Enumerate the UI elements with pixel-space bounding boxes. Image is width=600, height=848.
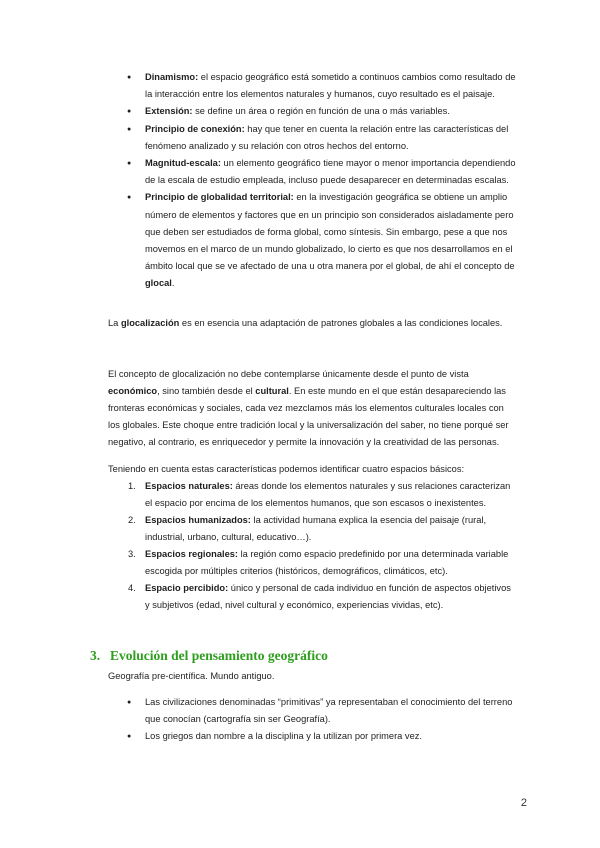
page-number: 2 bbox=[520, 797, 527, 809]
list-item: 1. Espacios naturales: áreas donde los elementos naturales y sus relaciones caracterizan el espacio por encima de los elementos humanos, que son escasos o inexistentes. bbox=[128, 481, 511, 508]
list-item: 2. Espacios humanizados: la actividad humana explica la esencia del paisaje (rural, industrial, urbano, cultural, educativo…). bbox=[128, 515, 487, 542]
list-item: 4. Espacio percibido: único y personal de cada individuo en función de aspectos objetivos y subjetivos (edad, nivel cultural y económico, experiencias vividas, etc). bbox=[128, 583, 511, 611]
characteristics-list bbox=[125, 69, 519, 293]
paragraph-concepto: El concepto de glocalización no debe contemplarse únicamente desde el punto de vista económico, sino también desde el cultural. En este mundo en el que están desapareciendo las fronteras económicas y sociales, cada vez mezclamos más los elementos culturales locales con los globales. Este choque entre tradición local y la universalización del saber, no tiene porqué ser negativo, al contrario, es enriquecedor y permite la innovación y la creatividad de las personas. bbox=[108, 369, 509, 447]
section-subtitle: Geografía pre-científica. Mundo antiguo. bbox=[108, 671, 275, 681]
list-item: ● Las civilizaciones denominadas “primitivas” ya representaban el conocimiento del terreno que conocían (cartografía sin ser Geografía). bbox=[125, 694, 519, 728]
spaces-list bbox=[128, 478, 518, 614]
ancient-list bbox=[125, 694, 519, 746]
paragraph-glocalizacion: La glocalización es en esencia una adaptación de patrones globales a las condiciones locales. bbox=[108, 318, 503, 328]
list-item: ● Los griegos dan nombre a la disciplina y la utilizan por primera vez. bbox=[125, 728, 519, 745]
section-heading: 3. Evolución del pensamiento geográfico bbox=[90, 648, 328, 663]
list-item: ● Extensión: se define un área o región en función de una o más variables. bbox=[125, 103, 519, 120]
list-item: ● Principio de conexión: hay que tener en cuenta la relación entre las características del fenómeno analizado y su relación con otros hechos del entorno. bbox=[125, 121, 519, 155]
list-item: 3. Espacios regionales: la región como espacio predefinido por una determinada variable escogida por múltiples criterios (históricos, demográficos, climáticos, etc). bbox=[128, 549, 509, 576]
list-item: ● Principio de globalidad territorial: en la investigación geográfica se obtiene un amplio número de elementos y factores que en un principio son considerados aisladamente pero que deben ser estudiados de forma global, como síntesis. Sin embargo, pese a que nos movemos en el marco de un mundo globalizado, lo cierto es que nos desarrollamos en el ámbito local que se ve afectado de una u otra manera por el global, de ahí el concepto de glocal. bbox=[125, 189, 519, 292]
list-item: ● Magnitud-escala: un elemento geográfico tiene mayor o menor importancia dependiendo de la escala de estudio empleada, incluso puede desaparecer en determinadas escalas. bbox=[125, 155, 519, 189]
paragraph-espacios-intro: Teniendo en cuenta estas características podemos identificar cuatro espacios básicos: bbox=[108, 464, 465, 474]
list-item: ● Dinamismo: el espacio geográfico está sometido a continuos cambios como resultado de la interacción entre los elementos naturales y humanos, cuyo resultado es el paisaje. bbox=[125, 69, 519, 103]
